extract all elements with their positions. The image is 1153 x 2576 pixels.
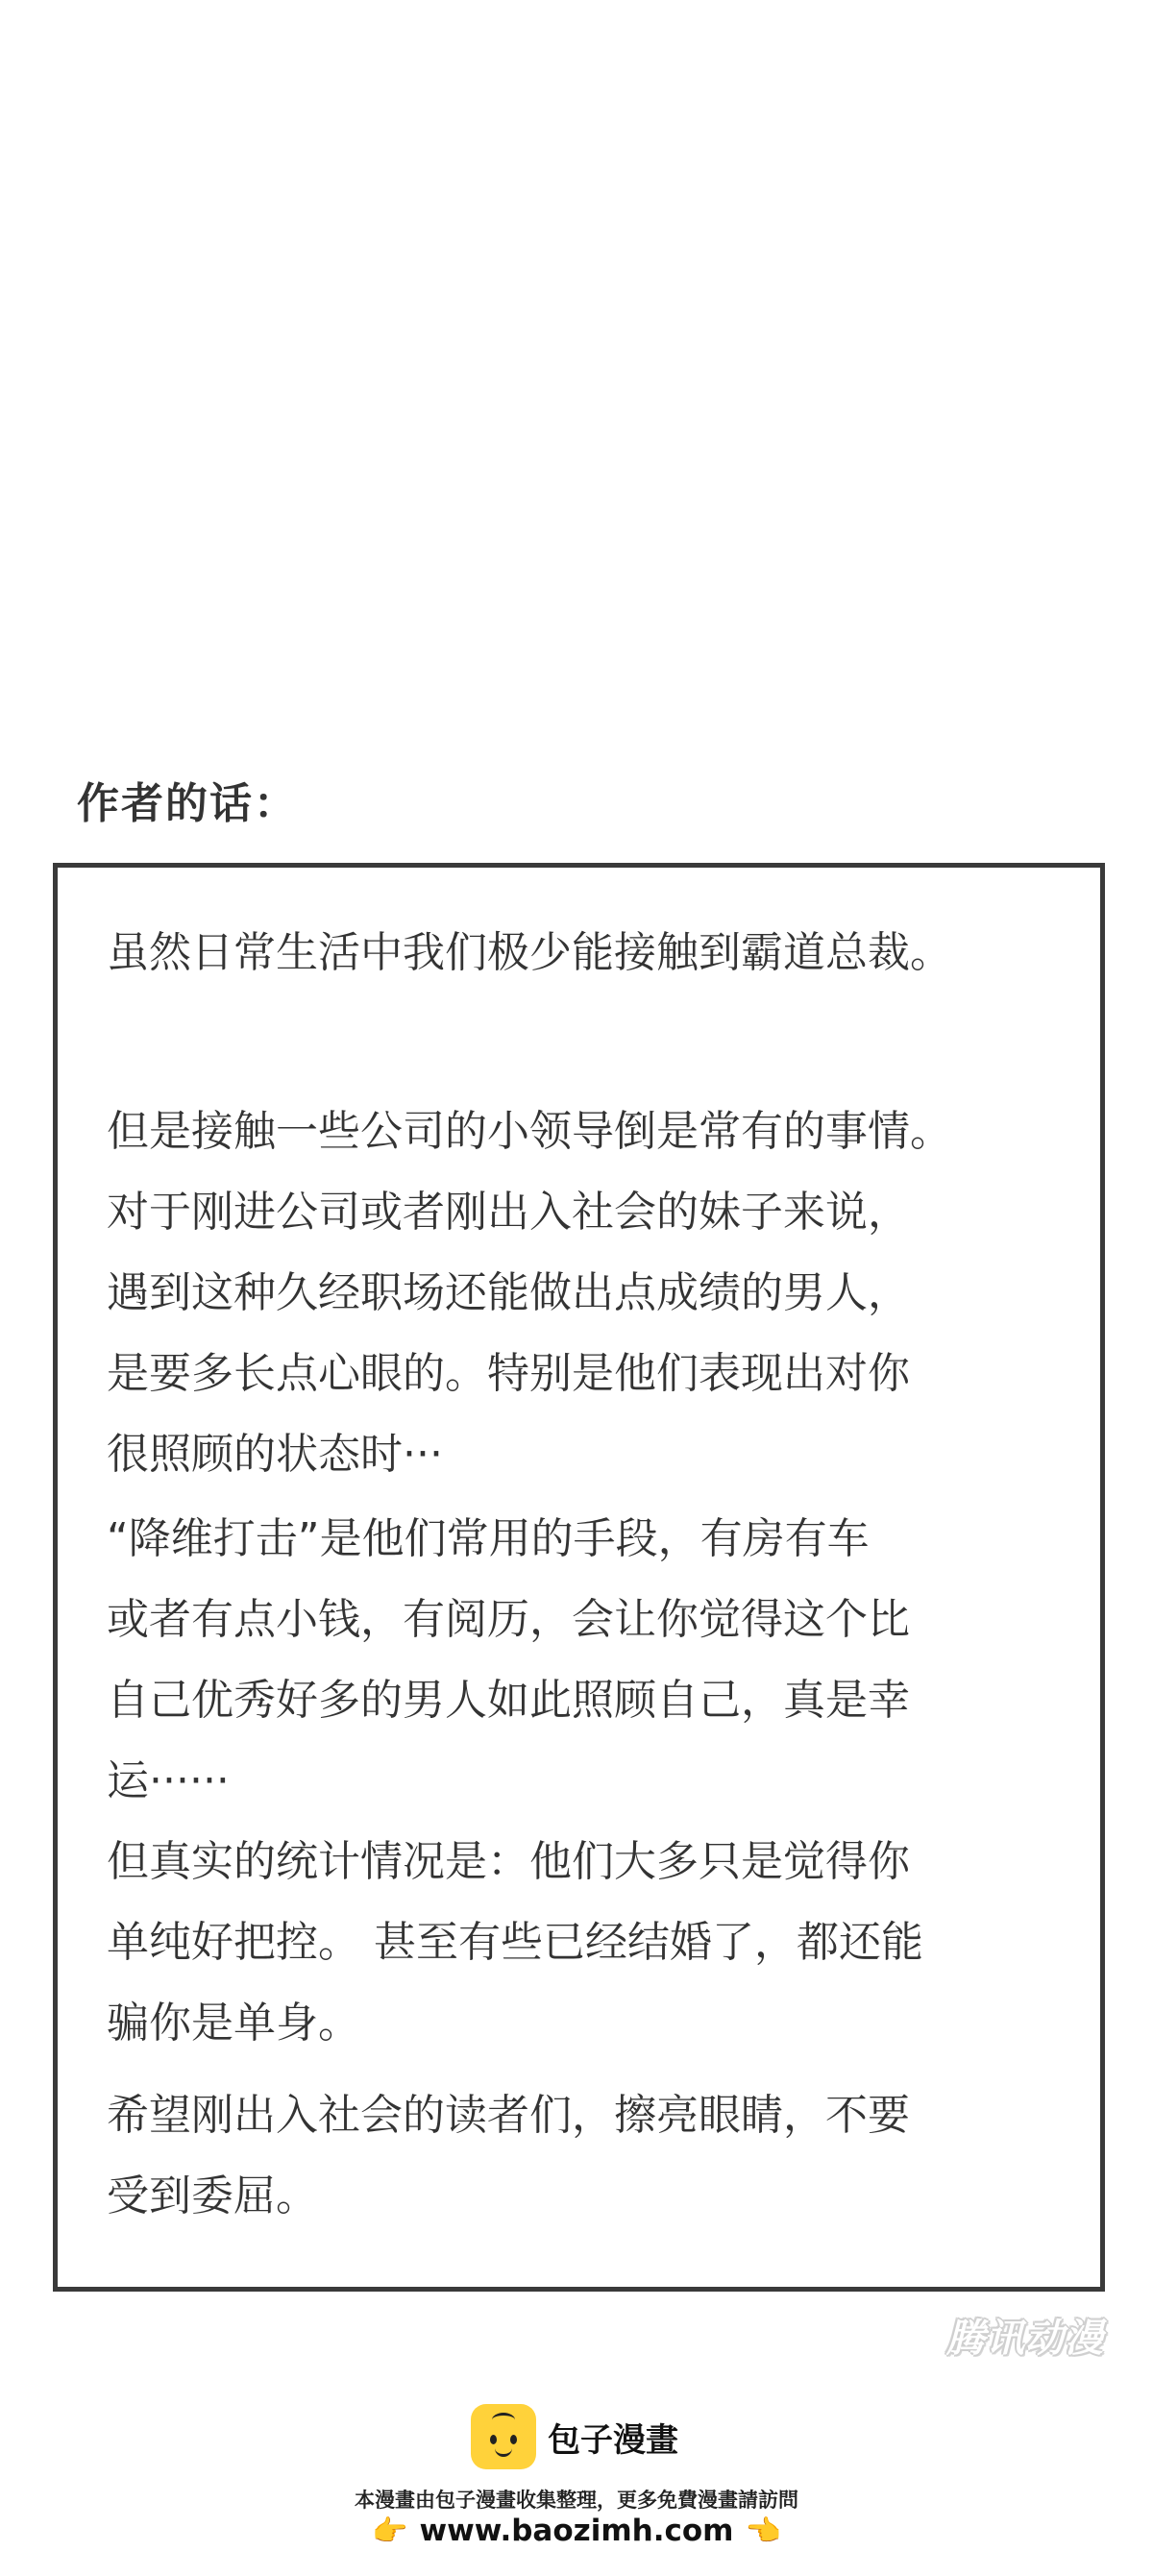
footer-url-row bbox=[0, 2514, 1153, 2548]
note-line: 对于刚进公司或者刚出入社会的妹子来说， bbox=[107, 1188, 910, 1237]
tencent-comic-watermark: 腾讯动漫 bbox=[946, 2317, 1104, 2361]
note-line: 受到委屈。 bbox=[107, 2171, 318, 2220]
note-line: 是要多长点心眼的。特别是他们表现出对你 bbox=[107, 1349, 910, 1398]
note-line: 骗你是单身。 bbox=[107, 1999, 360, 2048]
note-line: 希望刚出入社会的读者们，擦亮眼睛，不要 bbox=[107, 2091, 910, 2140]
note-line: 虽然日常生活中我们极少能接触到霸道总裁。 bbox=[107, 928, 952, 977]
pointing-left-hand-icon: 👈 bbox=[745, 2514, 781, 2548]
note-line: 自己优秀好多的男人如此照顾自己，真是幸 bbox=[107, 1676, 910, 1725]
author-note-heading: 作者的话： bbox=[77, 779, 298, 828]
note-line: 但是接触一些公司的小领导倒是常有的事情。 bbox=[107, 1107, 952, 1156]
note-line: 单纯好把控。 甚至有些已经结婚了，都还能 bbox=[107, 1918, 923, 1967]
note-line: 遇到这种久经职场还能做出点成绩的男人， bbox=[107, 1268, 910, 1317]
footer-logo[interactable] bbox=[471, 2402, 678, 2471]
footer-url-link[interactable]: www.baozimh.com bbox=[419, 2514, 734, 2548]
note-line: 运······ bbox=[107, 1756, 230, 1805]
note-line: 很照顾的状态时··· bbox=[107, 1430, 443, 1479]
bun-logo-icon bbox=[471, 2404, 536, 2469]
note-line: “降维打击”是他们常用的手段，有房有车 bbox=[107, 1514, 870, 1563]
footer-brand: 包子漫畫 bbox=[548, 2420, 678, 2460]
note-line: 或者有点小钱，有阅历，会让你觉得这个比 bbox=[107, 1595, 910, 1644]
pointing-right-hand-icon: 👉 bbox=[372, 2514, 408, 2548]
footer-note: 本漫畫由包子漫畫收集整理，更多免費漫畫請訪問 bbox=[355, 2489, 798, 2512]
author-note-box bbox=[53, 863, 1105, 2292]
note-line: 但真实的统计情况是：他们大多只是觉得你 bbox=[107, 1837, 910, 1886]
